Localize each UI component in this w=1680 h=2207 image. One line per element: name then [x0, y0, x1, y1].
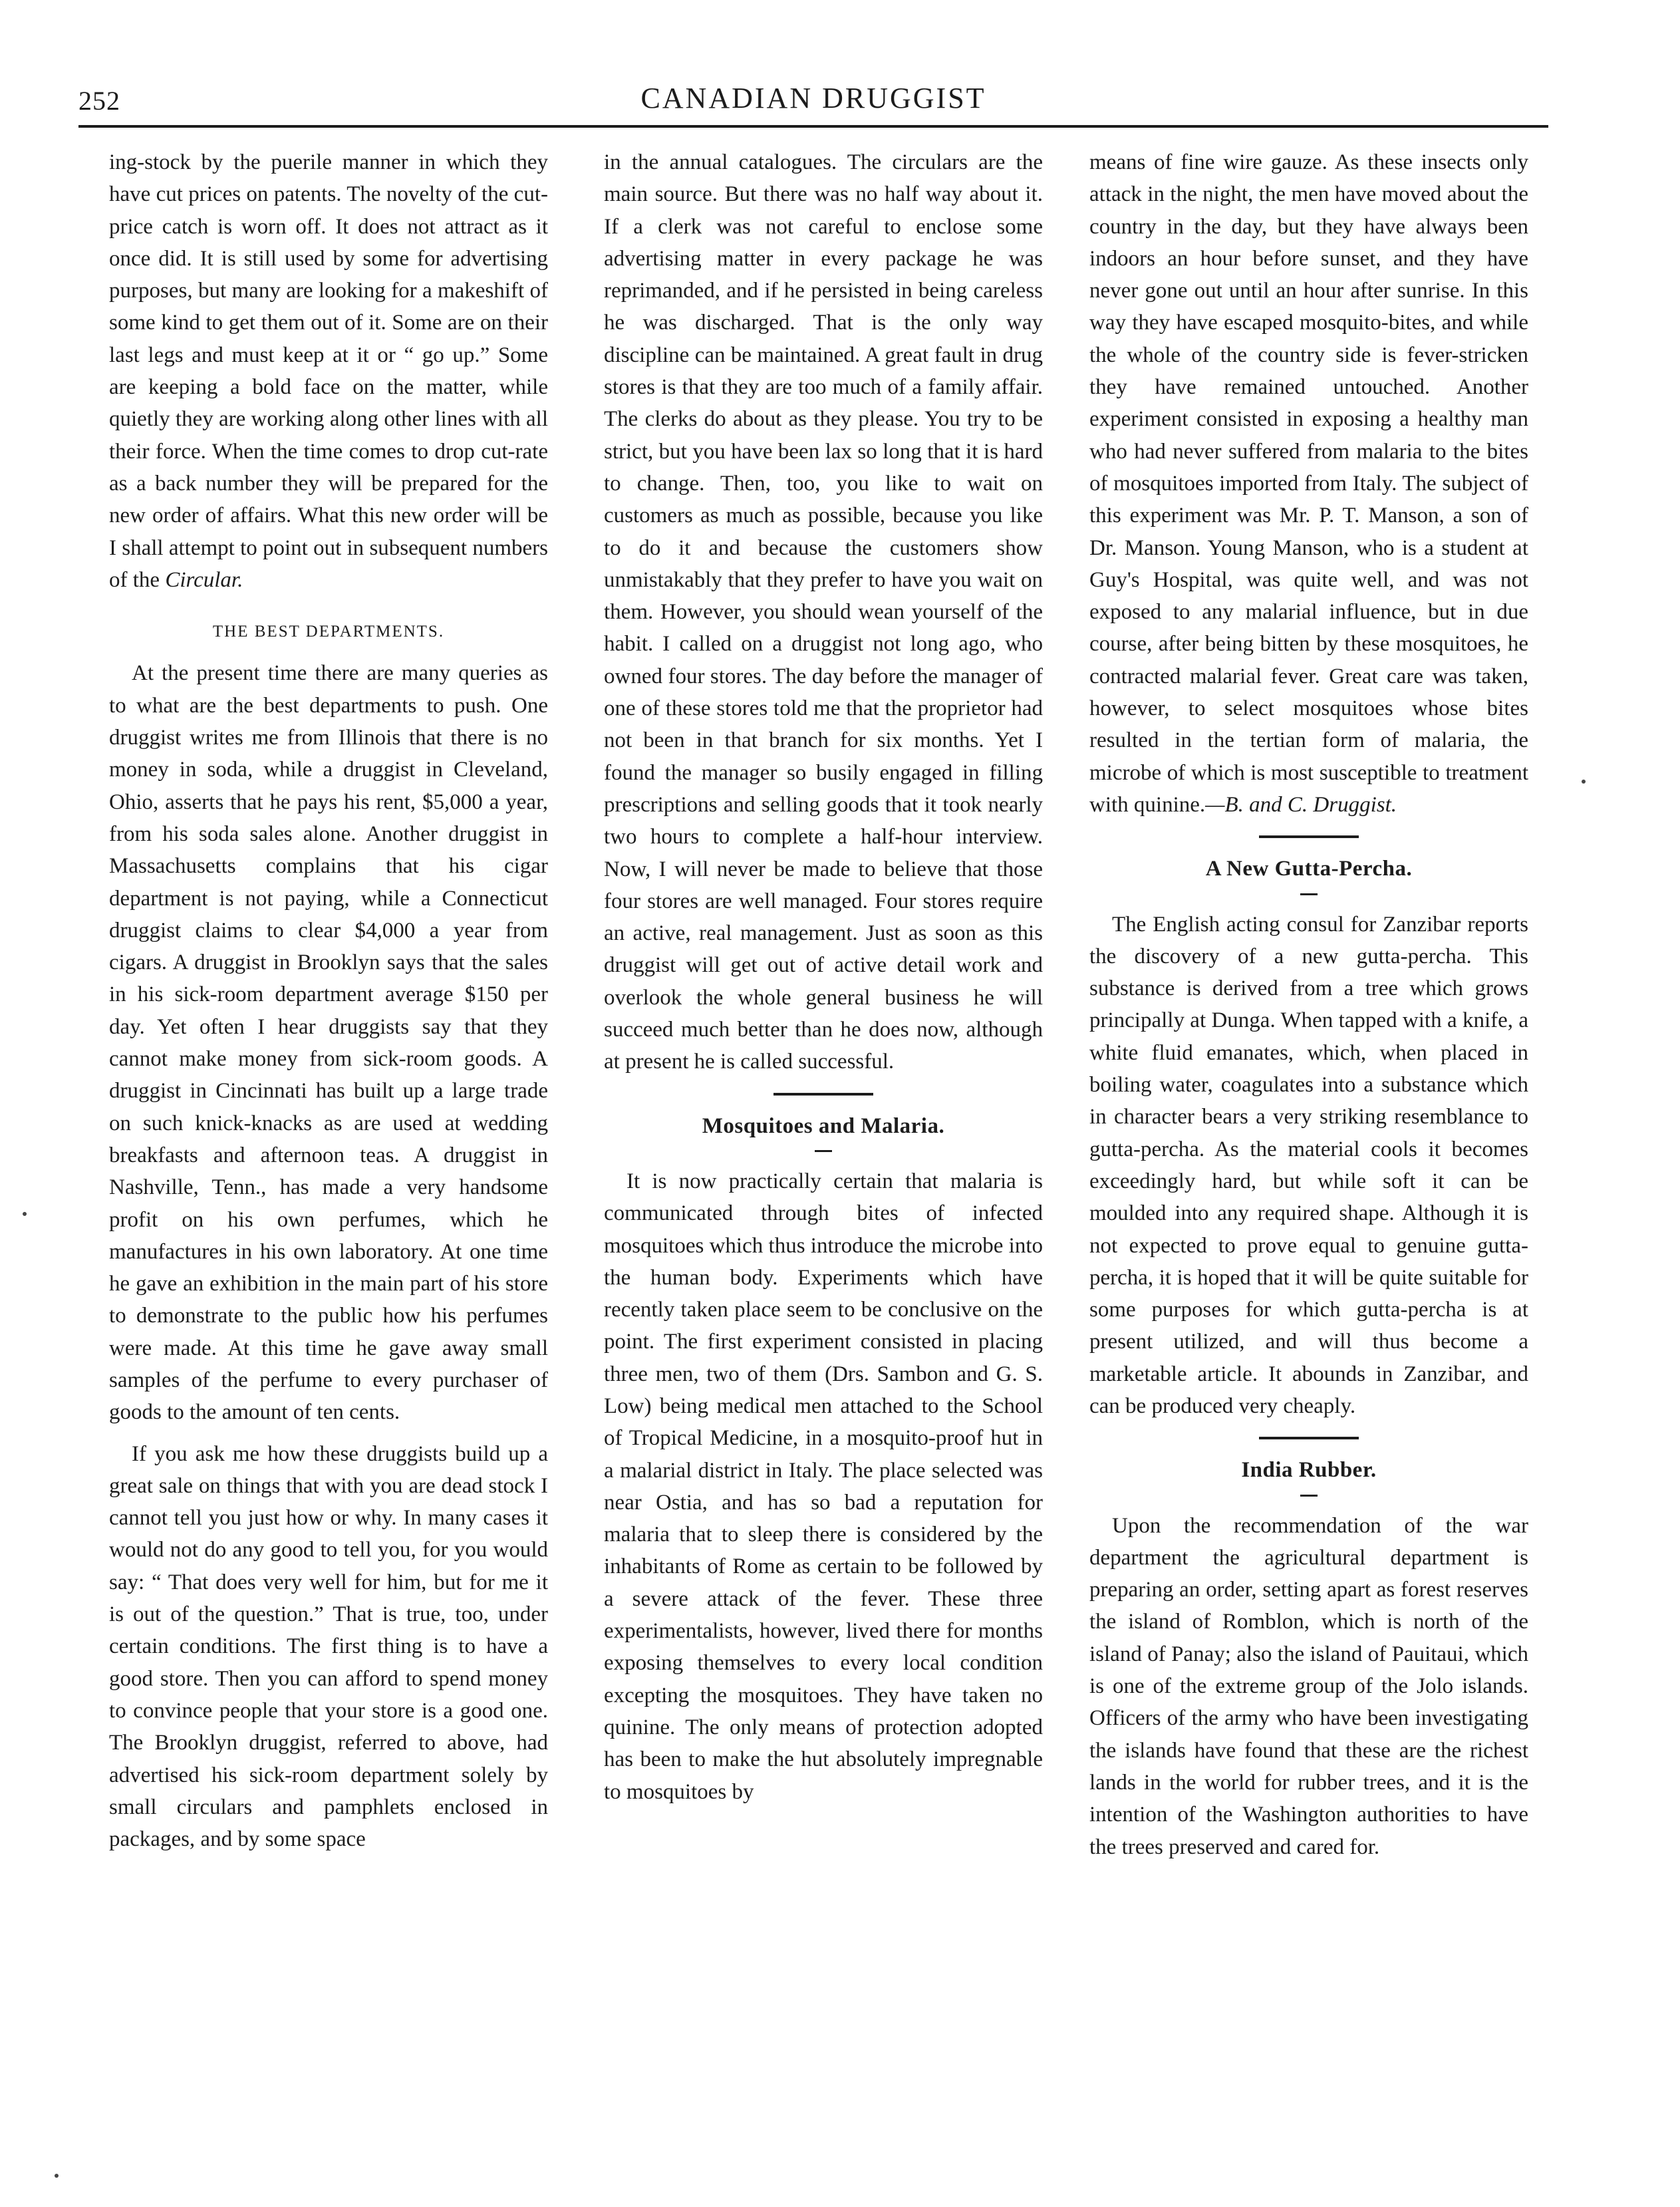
article-paragraph: Upon the recommendation of the war department the agricultural department is preparing an order, setting apart as forest reserves the island of Romblon, which is north of the island of Panay; also the island of Pauitaui, which is one of the extreme group of the Jolo islands. Officers of the army who have been investigating the islands have found that these are the richest lands in the world for rubber trees, and it is the intention of the Washington authorities to have the trees preserved and cared for. [1089, 1513, 1528, 1859]
heading-dash [1300, 893, 1318, 895]
article-paragraph: It is now practically certain that malaria is communicated through bites of infected mosquitoes which thus introduce the microbe into the human body. Experiments which have recently taken place seem to be conclusive on the point. The first experiment consisted in placing three men, two of them (Drs. Sambon and G. S. Low) being medical men attached to the School of Tropical Medicine, in a mosquito-proof hut in a malarial district in Italy. The place selected was near Ostia, and has so bad a reputation for malaria that to sleep there is considered by the inhabitants of Rome as certain to be followed by a severe attack of the fever. These three experimentalists, however, lived there for months exposing themselves to every local condition excepting the mosquitoes. They have taken no quinine. The only means of protection adopted has been to make the hut absolutely impregnable to mosquitoes by [604, 1169, 1043, 1804]
paragraph-text: ing-stock by the puerile manner in which they have cut prices on patents. The novelty of the cut-price catch is worn off. It does not attract as it once did. It is still used by some for advertising purposes, but many are looking for a makeshift of some kind to get them out of it. Some are on their last legs and must keep at it or “ go up.” Some are keeping a bold face on the matter, while quietly they are working along other lines with all their force. When the time comes to drop cut-rate as a back number they will be prepared for the new order of affairs. What this new order will be I shall attempt to point out in subsequent numbers of the [109, 150, 548, 592]
margin-speck [55, 2174, 59, 2178]
article-heading: India Rubber. [1241, 1458, 1377, 1483]
article-paragraph [1089, 146, 1528, 821]
column-3 [1089, 146, 1528, 1863]
article-paragraph: in the annual catalogues. The circulars are the main source. But there was no half way about it. If a clerk was not careful to enclose some advertising matter in every package he was reprimanded, and if he persisted in being careless he was discharged. That is the only way discipline can be maintained. A great fault in drug stores is that they are too much of a family affair. The clerks do about as they please. You try to be strict, but you have been lax so long that it is hard to change. Then, too, you like to wait on customers as much as possible, because you like to do it and because the customers show unmistakably that they prefer to have you wait on them. However, you should wean yourself of the habit. I called on a druggist not long ago, who owned four stores. The day before the manager of one of these stores told me that the proprietor had not been in that branch for six months. Yet I found the manager so busily engaged in filling prescriptions and selling goods that it took nearly two hours to complete a half-hour interview. Now, I will never be made to believe that those four stores are well managed. Four stores require an active, real management. Just as soon as this druggist will get out of active detail work and overlook the whole general business he will succeed much better than he does now, although at present he is called successful. [604, 150, 1043, 1074]
page-number: 252 [78, 86, 120, 116]
journal-title: CANADIAN DRUGGIST [640, 82, 986, 114]
article-separator-rule [1259, 835, 1359, 838]
article-heading: A New Gutta-Percha. [1205, 857, 1413, 881]
article-separator-rule [773, 1093, 873, 1096]
running-head [78, 82, 1548, 125]
article-paragraph: At the present time there are many queries as to what are the best departments to push. One druggist writes me from Illinois that there is no money in soda, while a druggist in Cleveland, Ohio, asserts that he pays his rent, $5,000 a year, from his soda sales alone. Another druggist in Massachusetts complains that his cigar department is not paying, while a Connecticut druggist claims to clear $4,000 a year from cigars. A druggist in Brooklyn says that the sales in his sick-room department average $150 per day. Yet often I hear druggists say that they cannot make money from sick-room goods. A druggist in Cincinnati has built up a large trade on such knick-knacks as are used at wedding breakfasts and afternoon teas. A druggist in Nashville, Tenn., has made a very handsome profit on his own perfumes, which he manufactures in his own laboratory. At one time he gave an exhibition in the main part of his store to demonstrate to the public how his perfumes were made. At this time he gave away small samples of the perfume to every purchaser of goods to the amount of ten cents. [109, 661, 548, 1425]
article-paragraph [109, 146, 548, 596]
source-attribution: —B. and C. Druggist. [1205, 792, 1397, 817]
heading-dash [815, 1150, 832, 1152]
heading-dash [1300, 1495, 1318, 1497]
article-paragraph: The English acting consul for Zanzibar reports the discovery of a new gutta-percha. This substance is derived from a tree which grows principally at Dunga. When tapped with a knife, a white fluid emanates, which, when placed in boiling water, coagulates into a substance which in character bears a very striking resemblance to gutta-percha. As the material cools it becomes exceedingly hard, but while soft it can be moulded into any required shape. Although it is not expected to prove equal to genuine gutta-percha, it is hoped that it will be quite suitable for some purposes for which gutta-percha is at present utilized, and will thus become a marketable article. It abounds in Zanzibar, and can be produced very cheaply. [1089, 912, 1528, 1418]
publication-name: Circular. [165, 567, 243, 592]
article-paragraph: If you ask me how these druggists build up a great sale on things that with you are dead stock I cannot tell you just how or why. In many cases it would not do any good to tell you, for you would say: “ That does very well for him, but for me it is out of the question.” That is true, too, under certain conditions. The first thing is to have a good store. Then you can afford to spend money to convince people that your store is a good one. The Brooklyn druggist, referred to above, had advertised his sick-room department solely by small circulars and pamphlets enclosed in packages, and by some space [109, 1441, 548, 1852]
margin-speck [1582, 780, 1586, 784]
header-rule [78, 125, 1548, 128]
column-1 [109, 146, 548, 1855]
margin-speck [23, 1212, 27, 1216]
paragraph-text: means of fine wire gauze. As these insects only attack in the night, the men have moved about the country in the day, but they have always been indoors an hour before sunset, and they have never gone out until an hour after sunrise. In this way they have escaped mosquito-bites, and while the whole of the country side is fever-stricken they have remained untouched. Another experiment consisted in exposing a healthy man who had never suffered from malaria to the bites of mosquitoes imported from Italy. The subject of this experiment was Mr. P. T. Manson, a son of Dr. Manson. Young Manson, who is a student at Guy's Hospital, was quite well, and was not exposed to any malarial influence, but in due course, after being bitten by these mosquitoes, he contracted malarial fever. Great care was taken, however, to select mosquitoes whose bites resulted in the tertian form of malaria, the microbe of which is most susceptible to treatment with quinine. [1089, 150, 1528, 817]
article-separator-rule [1259, 1437, 1359, 1439]
column-2 [604, 146, 1043, 1808]
article-heading: Mosquitoes and Malaria. [702, 1113, 945, 1138]
section-subheading: THE BEST DEPARTMENTS. [212, 623, 445, 641]
